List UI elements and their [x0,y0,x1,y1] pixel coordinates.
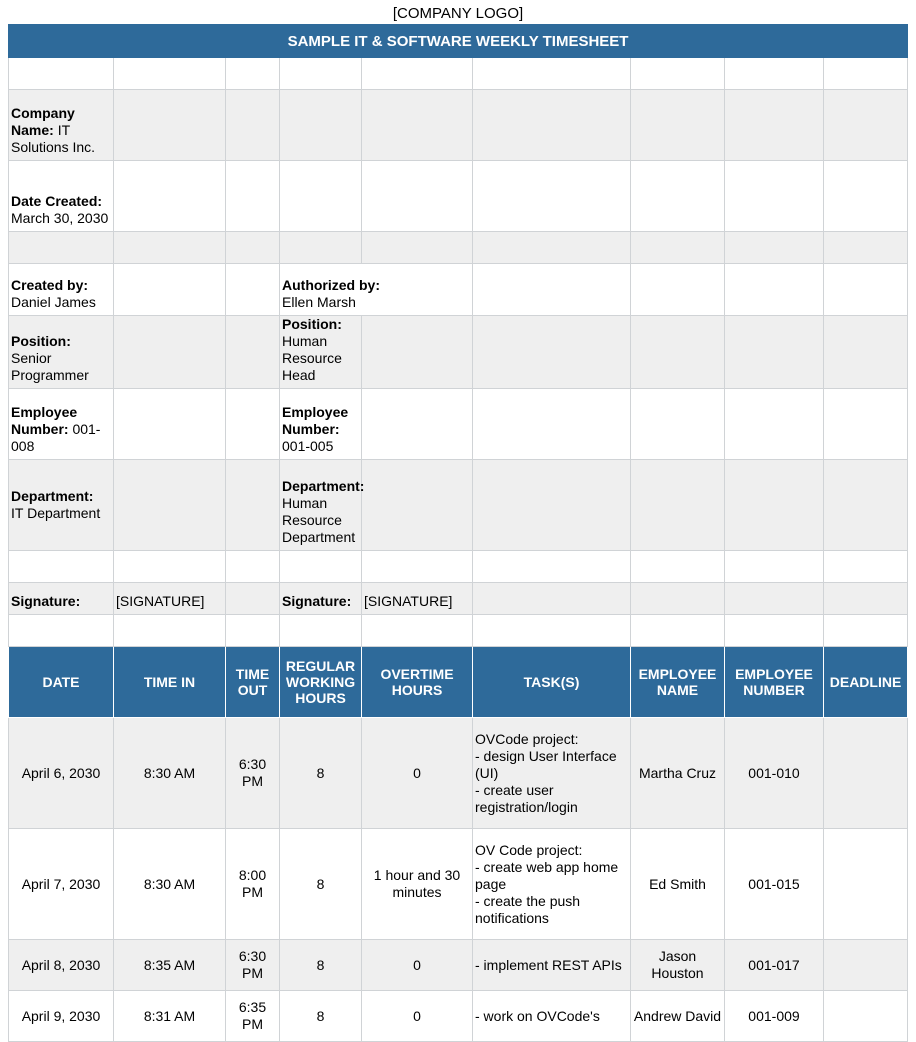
column-header-employee-name: EMPLOYEE NAME [631,647,725,718]
right-position-label: Position: [282,316,342,332]
left-position-field [9,316,114,389]
left-position-label: Position: [11,333,71,349]
cell-time-out: 6:30 PM [226,718,280,829]
authorized-by-label: Authorized by: [282,277,380,293]
column-header-employee-number: EMPLOYEE NUMBER [725,647,824,718]
cell-employee-number: 001-015 [725,829,824,940]
right-employee-number-value: 001-005 [282,438,334,454]
left-department-field [9,460,114,551]
cell-tasks: OV Code project: - create web app home page - create the push notifications [473,829,631,940]
right-department-label: Department: [282,478,365,494]
cell-date: April 7, 2030 [9,829,114,940]
cell-employee-name: Andrew David [631,991,725,1042]
left-department-value: IT Department [11,505,101,521]
cell-employee-name: Jason Houston [631,940,725,991]
date-created-label: Date Created: [11,193,103,209]
authorized-by-value: Ellen Marsh [282,294,356,310]
cell-employee-name: Martha Cruz [631,718,725,829]
table-row [9,829,908,940]
column-header-tasks: TASK(S) [473,647,631,718]
company-name-field [9,90,114,161]
cell-time-out: 8:00 PM [226,829,280,940]
column-header-time-out: TIME OUT [226,647,280,718]
created-by-field [9,264,114,316]
right-signature-value: [SIGNATURE] [362,583,473,615]
right-employee-number-field [280,389,362,460]
left-department-label: Department: [11,488,94,504]
left-signature-value: [SIGNATURE] [114,583,226,615]
cell-date: April 8, 2030 [9,940,114,991]
cell-overtime-hours: 0 [362,991,473,1042]
created-by-value: Daniel James [11,294,96,310]
right-signature-label: Signature: [280,583,362,615]
left-employee-number-label: Employee Number: [11,404,78,437]
right-position-value: Human Resource Head [282,333,342,383]
date-created-value: March 30, 2030 [11,210,109,226]
cell-tasks: OVCode project: - design User Interface (UI) - create user registration/login [473,718,631,829]
created-by-label: Created by: [11,277,89,293]
company-logo-placeholder: [COMPANY LOGO] [392,5,524,22]
left-position-value: Senior Programmer [11,350,89,383]
cell-overtime-hours: 0 [362,718,473,829]
cell-time-in: 8:30 AM [114,718,226,829]
cell-date: April 9, 2030 [9,991,114,1042]
table-row [9,940,908,991]
company-name-label: Company Name: [11,105,75,138]
left-employee-number-value: 001-008 [11,421,101,454]
cell-regular-hours: 8 [280,940,362,991]
cell-employee-number: 001-010 [725,718,824,829]
column-header-date: DATE [9,647,114,718]
timesheet-title: SAMPLE IT & SOFTWARE WEEKLY TIMESHEET [9,25,908,58]
cell-tasks: - implement REST APIs [473,940,631,991]
cell-regular-hours: 8 [280,829,362,940]
cell-regular-hours: 8 [280,991,362,1042]
cell-deadline [824,940,908,991]
column-header-overtime-hours: OVERTIME HOURS [362,647,473,718]
right-department-field [280,460,365,551]
cell-deadline [824,991,908,1042]
right-employee-number-label: Employee Number: [282,404,349,437]
right-department-value: Human Resource Department [282,495,356,545]
left-employee-number-field [9,389,114,460]
column-header-regular-hours: REGULAR WORKING HOURS [280,647,362,718]
left-signature-label: Signature: [9,583,114,615]
cell-overtime-hours: 1 hour and 30 minutes [362,829,473,940]
cell-time-in: 8:31 AM [114,991,226,1042]
cell-time-in: 8:30 AM [114,829,226,940]
date-created-field [9,161,114,232]
cell-employee-name: Ed Smith [631,829,725,940]
cell-tasks: - work on OVCode's [473,991,631,1042]
cell-date: April 6, 2030 [9,718,114,829]
cell-employee-number: 001-017 [725,940,824,991]
cell-deadline [824,829,908,940]
cell-time-in: 8:35 AM [114,940,226,991]
cell-employee-number: 001-009 [725,991,824,1042]
column-header-time-in: TIME IN [114,647,226,718]
column-header-deadline: DEADLINE [824,647,908,718]
cell-time-out: 6:35 PM [226,991,280,1042]
cell-time-out: 6:30 PM [226,940,280,991]
timesheet-table [8,24,908,1042]
table-row [9,991,908,1042]
cell-overtime-hours: 0 [362,940,473,991]
table-row [9,718,908,829]
right-position-field [280,316,362,389]
company-name-value: IT Solutions Inc. [11,122,96,155]
cell-deadline [824,718,908,829]
authorized-by-field [280,264,473,316]
cell-regular-hours: 8 [280,718,362,829]
